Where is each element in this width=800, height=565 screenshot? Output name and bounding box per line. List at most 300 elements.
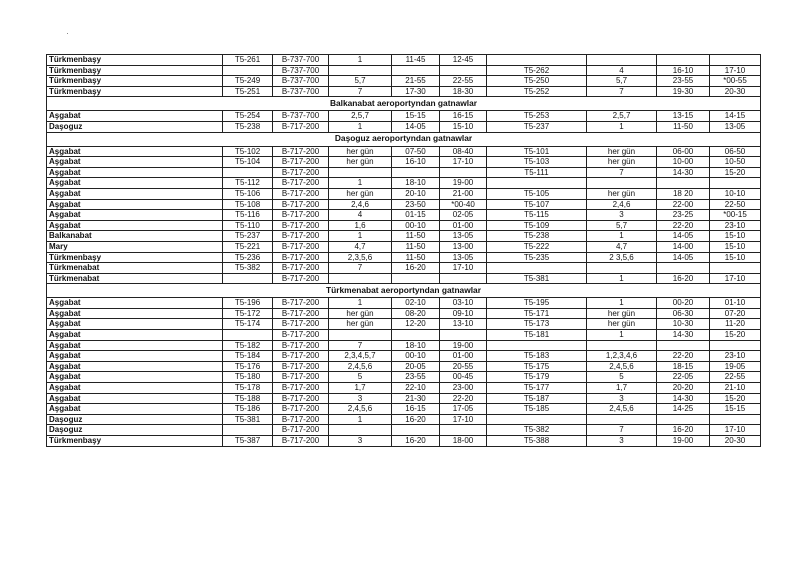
flight-out-cell: [223, 330, 273, 341]
destination-cell: Aşgabat: [47, 220, 223, 231]
flight-out-cell: T5-104: [223, 157, 273, 168]
depart-in-cell: 06-00: [657, 146, 710, 157]
days-out-cell: her gün: [329, 308, 392, 319]
depart-in-cell: 14-30: [657, 330, 710, 341]
days-in-cell: her gün: [587, 157, 657, 168]
days-in-cell: 2 3,5,6: [587, 252, 657, 263]
aircraft-cell: B-717-200: [273, 220, 329, 231]
depart-out-cell: 18-10: [392, 178, 440, 189]
aircraft-cell: B-737-700: [273, 111, 329, 122]
arrive-out-cell: 03-10: [440, 298, 487, 309]
days-in-cell: [587, 178, 657, 189]
days-in-cell: 5,7: [587, 76, 657, 87]
days-out-cell: 5,7: [329, 76, 392, 87]
flight-out-cell: T5-184: [223, 351, 273, 362]
depart-out-cell: 11-50: [392, 241, 440, 252]
section-title: Türkmenabat aeroportyndan gatnawlar: [47, 284, 761, 298]
aircraft-cell: B-717-200: [273, 393, 329, 404]
destination-cell: Daşoguz: [47, 414, 223, 425]
arrive-out-cell: 13-05: [440, 231, 487, 242]
destination-cell: Mary: [47, 241, 223, 252]
destination-cell: Aşgabat: [47, 351, 223, 362]
flight-out-cell: T5-238: [223, 121, 273, 132]
aircraft-cell: B-717-200: [273, 308, 329, 319]
table-row: [47, 361, 761, 372]
flight-out-cell: T5-102: [223, 146, 273, 157]
flight-out-cell: T5-249: [223, 76, 273, 87]
depart-in-cell: 22-05: [657, 372, 710, 383]
aircraft-cell: B-717-200: [273, 361, 329, 372]
arrive-in-cell: [710, 178, 761, 189]
days-in-cell: 5,7: [587, 220, 657, 231]
days-in-cell: 1: [587, 121, 657, 132]
days-in-cell: 7: [587, 167, 657, 178]
days-out-cell: her gün: [329, 319, 392, 330]
destination-cell: Türkmenbaşy: [47, 65, 223, 76]
arrive-out-cell: 15-10: [440, 121, 487, 132]
table-row: [47, 263, 761, 274]
depart-out-cell: 21-30: [392, 393, 440, 404]
days-out-cell: 2,4,5,6: [329, 404, 392, 415]
arrive-out-cell: [440, 425, 487, 436]
arrive-in-cell: 22-55: [710, 372, 761, 383]
depart-in-cell: 19-00: [657, 436, 710, 447]
days-in-cell: 3: [587, 436, 657, 447]
aircraft-cell: B-737-700: [273, 76, 329, 87]
arrive-out-cell: 17-10: [440, 263, 487, 274]
days-in-cell: 4,7: [587, 241, 657, 252]
depart-in-cell: 18 20: [657, 188, 710, 199]
arrive-out-cell: 17-05: [440, 404, 487, 415]
depart-in-cell: [657, 340, 710, 351]
days-in-cell: 1: [587, 298, 657, 309]
depart-in-cell: 16-10: [657, 65, 710, 76]
depart-in-cell: 11-50: [657, 121, 710, 132]
arrive-in-cell: 17-10: [710, 273, 761, 284]
days-in-cell: her gün: [587, 188, 657, 199]
depart-in-cell: 19-30: [657, 86, 710, 97]
section-title: Balkanabat aeroportyndan gatnawlar: [47, 97, 761, 111]
flight-in-cell: T5-388: [487, 436, 587, 447]
arrive-out-cell: 22-20: [440, 393, 487, 404]
depart-out-cell: 11-45: [392, 55, 440, 66]
arrive-in-cell: 20-30: [710, 86, 761, 97]
days-in-cell: 2,4,5,6: [587, 361, 657, 372]
arrive-in-cell: 15-15: [710, 404, 761, 415]
flight-in-cell: T5-105: [487, 188, 587, 199]
depart-out-cell: 16-20: [392, 414, 440, 425]
flight-in-cell: T5-253: [487, 111, 587, 122]
destination-cell: Aşgabat: [47, 319, 223, 330]
flight-in-cell: [487, 263, 587, 274]
depart-in-cell: 10-00: [657, 157, 710, 168]
flight-in-cell: T5-195: [487, 298, 587, 309]
depart-in-cell: 16-20: [657, 425, 710, 436]
depart-in-cell: 06-30: [657, 308, 710, 319]
depart-out-cell: 18-10: [392, 340, 440, 351]
flight-in-cell: T5-177: [487, 383, 587, 394]
destination-cell: Daşoguz: [47, 121, 223, 132]
days-in-cell: [587, 340, 657, 351]
depart-out-cell: [392, 167, 440, 178]
table-row: [47, 188, 761, 199]
flight-out-cell: T5-254: [223, 111, 273, 122]
arrive-out-cell: *00-40: [440, 199, 487, 210]
table-row: [47, 340, 761, 351]
days-in-cell: 4: [587, 65, 657, 76]
arrive-out-cell: [440, 273, 487, 284]
depart-in-cell: [657, 55, 710, 66]
days-out-cell: 2,3,5,6: [329, 252, 392, 263]
days-out-cell: 3: [329, 393, 392, 404]
arrive-out-cell: 19-00: [440, 178, 487, 189]
arrive-out-cell: 13-00: [440, 241, 487, 252]
flight-in-cell: T5-237: [487, 121, 587, 132]
flight-out-cell: T5-382: [223, 263, 273, 274]
section-title: Daşoguz aeroportyndan gatnawlar: [47, 132, 761, 146]
depart-out-cell: [392, 65, 440, 76]
section-header: [47, 132, 761, 146]
destination-cell: Aşgabat: [47, 178, 223, 189]
destination-cell: Aşgabat: [47, 167, 223, 178]
days-out-cell: 4: [329, 210, 392, 221]
depart-out-cell: [392, 273, 440, 284]
arrive-in-cell: 21-10: [710, 383, 761, 394]
flight-out-cell: T5-174: [223, 319, 273, 330]
flight-in-cell: T5-382: [487, 425, 587, 436]
depart-out-cell: 00-10: [392, 220, 440, 231]
destination-cell: Aşgabat: [47, 393, 223, 404]
flight-out-cell: [223, 425, 273, 436]
table-row: [47, 199, 761, 210]
depart-in-cell: 14-00: [657, 241, 710, 252]
arrive-in-cell: 17-10: [710, 65, 761, 76]
depart-out-cell: 20-10: [392, 188, 440, 199]
arrive-in-cell: 10-10: [710, 188, 761, 199]
arrive-in-cell: 13-05: [710, 121, 761, 132]
days-out-cell: 7: [329, 340, 392, 351]
aircraft-cell: B-717-200: [273, 414, 329, 425]
depart-in-cell: 14-30: [657, 167, 710, 178]
flight-out-cell: T5-251: [223, 86, 273, 97]
depart-out-cell: 08-20: [392, 308, 440, 319]
arrive-in-cell: 20-30: [710, 436, 761, 447]
depart-in-cell: 00-20: [657, 298, 710, 309]
depart-in-cell: 18-15: [657, 361, 710, 372]
aircraft-cell: B-717-200: [273, 157, 329, 168]
arrive-out-cell: 13-05: [440, 252, 487, 263]
depart-in-cell: 10-30: [657, 319, 710, 330]
flight-in-cell: [487, 178, 587, 189]
arrive-out-cell: 00-45: [440, 372, 487, 383]
table-row: [47, 351, 761, 362]
destination-cell: Aşgabat: [47, 199, 223, 210]
table-row: [47, 298, 761, 309]
depart-out-cell: [392, 425, 440, 436]
flight-out-cell: T5-188: [223, 393, 273, 404]
depart-in-cell: 14-25: [657, 404, 710, 415]
arrive-in-cell: 15-20: [710, 330, 761, 341]
flight-in-cell: T5-252: [487, 86, 587, 97]
table-row: [47, 273, 761, 284]
days-out-cell: her gün: [329, 188, 392, 199]
days-out-cell: 3: [329, 436, 392, 447]
depart-out-cell: 23-55: [392, 372, 440, 383]
depart-out-cell: 11-50: [392, 231, 440, 242]
flight-in-cell: T5-109: [487, 220, 587, 231]
arrive-out-cell: 13-10: [440, 319, 487, 330]
aircraft-cell: B-717-200: [273, 231, 329, 242]
days-in-cell: [587, 263, 657, 274]
destination-cell: Türkmenabat: [47, 273, 223, 284]
destination-cell: Aşgabat: [47, 330, 223, 341]
flight-out-cell: T5-236: [223, 252, 273, 263]
days-in-cell: 1: [587, 330, 657, 341]
depart-out-cell: 14-05: [392, 121, 440, 132]
days-in-cell: 2,5,7: [587, 111, 657, 122]
days-in-cell: her gün: [587, 146, 657, 157]
days-out-cell: her gün: [329, 157, 392, 168]
table-row: [47, 393, 761, 404]
table-row: [47, 436, 761, 447]
depart-out-cell: 17-30: [392, 86, 440, 97]
aircraft-cell: B-717-200: [273, 298, 329, 309]
depart-out-cell: 00-10: [392, 351, 440, 362]
aircraft-cell: B-737-700: [273, 86, 329, 97]
days-out-cell: [329, 273, 392, 284]
days-in-cell: 5: [587, 372, 657, 383]
destination-cell: Türkmenbaşy: [47, 76, 223, 87]
days-out-cell: 7: [329, 263, 392, 274]
section-header: [47, 284, 761, 298]
table-row: [47, 121, 761, 132]
arrive-out-cell: 21-00: [440, 188, 487, 199]
flight-in-cell: T5-175: [487, 361, 587, 372]
days-in-cell: 7: [587, 425, 657, 436]
days-out-cell: 1: [329, 231, 392, 242]
table-row: [47, 210, 761, 221]
days-out-cell: 2,4,5,6: [329, 361, 392, 372]
days-in-cell: 1,7: [587, 383, 657, 394]
depart-in-cell: [657, 414, 710, 425]
arrive-in-cell: 15-10: [710, 252, 761, 263]
table-row: [47, 383, 761, 394]
days-in-cell: 3: [587, 210, 657, 221]
aircraft-cell: B-717-200: [273, 383, 329, 394]
depart-in-cell: 14-30: [657, 393, 710, 404]
aircraft-cell: B-717-200: [273, 330, 329, 341]
destination-cell: Aşgabat: [47, 308, 223, 319]
arrive-in-cell: [710, 55, 761, 66]
flight-in-cell: T5-183: [487, 351, 587, 362]
arrive-in-cell: 01-10: [710, 298, 761, 309]
depart-in-cell: [657, 263, 710, 274]
flight-out-cell: T5-116: [223, 210, 273, 221]
days-out-cell: her gün: [329, 146, 392, 157]
aircraft-cell: B-717-200: [273, 436, 329, 447]
flight-in-cell: T5-250: [487, 76, 587, 87]
arrive-in-cell: 06-50: [710, 146, 761, 157]
depart-out-cell: 16-20: [392, 263, 440, 274]
depart-in-cell: 14-05: [657, 231, 710, 242]
days-in-cell: 3: [587, 393, 657, 404]
aircraft-cell: B-717-200: [273, 273, 329, 284]
table-row: [47, 157, 761, 168]
aircraft-cell: B-717-200: [273, 263, 329, 274]
flight-in-cell: T5-235: [487, 252, 587, 263]
flight-out-cell: T5-178: [223, 383, 273, 394]
days-out-cell: 1: [329, 298, 392, 309]
arrive-in-cell: *00-15: [710, 210, 761, 221]
days-out-cell: [329, 65, 392, 76]
flight-out-cell: T5-237: [223, 231, 273, 242]
destination-cell: Aşgabat: [47, 372, 223, 383]
days-out-cell: 2,3,4,5,7: [329, 351, 392, 362]
depart-in-cell: 22-00: [657, 199, 710, 210]
depart-in-cell: [657, 178, 710, 189]
depart-in-cell: 20-20: [657, 383, 710, 394]
flight-out-cell: T5-221: [223, 241, 273, 252]
days-out-cell: 2,4,6: [329, 199, 392, 210]
depart-out-cell: 22-10: [392, 383, 440, 394]
arrive-out-cell: 18-30: [440, 86, 487, 97]
flight-in-cell: T5-187: [487, 393, 587, 404]
scan-speck: ·: [66, 28, 69, 38]
depart-out-cell: 01-15: [392, 210, 440, 221]
days-out-cell: 1,6: [329, 220, 392, 231]
arrive-in-cell: 15-10: [710, 231, 761, 242]
days-in-cell: her gün: [587, 308, 657, 319]
depart-in-cell: 22-20: [657, 220, 710, 231]
flight-out-cell: T5-172: [223, 308, 273, 319]
depart-out-cell: 21-55: [392, 76, 440, 87]
aircraft-cell: B-717-200: [273, 340, 329, 351]
days-in-cell: 1: [587, 273, 657, 284]
days-in-cell: her gün: [587, 319, 657, 330]
days-out-cell: 4,7: [329, 241, 392, 252]
flight-in-cell: [487, 55, 587, 66]
destination-cell: Türkmenbaşy: [47, 86, 223, 97]
table-row: [47, 146, 761, 157]
table-row: [47, 404, 761, 415]
aircraft-cell: B-717-200: [273, 425, 329, 436]
flight-out-cell: T5-176: [223, 361, 273, 372]
depart-out-cell: 16-15: [392, 404, 440, 415]
depart-in-cell: 16-20: [657, 273, 710, 284]
depart-in-cell: 23-55: [657, 76, 710, 87]
depart-in-cell: 13-15: [657, 111, 710, 122]
aircraft-cell: B-717-200: [273, 121, 329, 132]
flight-out-cell: T5-180: [223, 372, 273, 383]
depart-out-cell: [392, 330, 440, 341]
flight-out-cell: T5-110: [223, 220, 273, 231]
flight-schedule-table: [46, 54, 761, 447]
flight-in-cell: T5-107: [487, 199, 587, 210]
arrive-in-cell: [710, 414, 761, 425]
days-in-cell: [587, 414, 657, 425]
depart-out-cell: 20-05: [392, 361, 440, 372]
arrive-out-cell: 20-55: [440, 361, 487, 372]
arrive-out-cell: 12-45: [440, 55, 487, 66]
table-row: [47, 414, 761, 425]
flight-in-cell: T5-115: [487, 210, 587, 221]
arrive-in-cell: 15-20: [710, 393, 761, 404]
days-out-cell: [329, 167, 392, 178]
arrive-out-cell: 18-00: [440, 436, 487, 447]
destination-cell: Daşoguz: [47, 425, 223, 436]
flight-out-cell: T5-112: [223, 178, 273, 189]
table-row: [47, 178, 761, 189]
arrive-in-cell: 23-10: [710, 351, 761, 362]
arrive-in-cell: 07-20: [710, 308, 761, 319]
arrive-in-cell: 19-05: [710, 361, 761, 372]
table-row: [47, 167, 761, 178]
arrive-in-cell: 23-10: [710, 220, 761, 231]
flight-in-cell: T5-171: [487, 308, 587, 319]
table-row: [47, 372, 761, 383]
aircraft-cell: B-717-200: [273, 372, 329, 383]
flight-out-cell: T5-182: [223, 340, 273, 351]
aircraft-cell: B-717-200: [273, 252, 329, 263]
days-out-cell: 1: [329, 178, 392, 189]
flight-in-cell: T5-381: [487, 273, 587, 284]
days-out-cell: [329, 425, 392, 436]
arrive-in-cell: [710, 263, 761, 274]
destination-cell: Aşgabat: [47, 157, 223, 168]
aircraft-cell: B-717-200: [273, 188, 329, 199]
flight-out-cell: T5-381: [223, 414, 273, 425]
days-out-cell: 1: [329, 121, 392, 132]
flight-in-cell: T5-179: [487, 372, 587, 383]
depart-in-cell: 14-05: [657, 252, 710, 263]
arrive-in-cell: 15-20: [710, 167, 761, 178]
days-in-cell: 1: [587, 231, 657, 242]
table-row: [47, 76, 761, 87]
flight-out-cell: T5-186: [223, 404, 273, 415]
destination-cell: Aşgabat: [47, 111, 223, 122]
arrive-out-cell: 01-00: [440, 220, 487, 231]
flight-in-cell: [487, 340, 587, 351]
aircraft-cell: B-737-700: [273, 65, 329, 76]
days-in-cell: 2,4,6: [587, 199, 657, 210]
destination-cell: Türkmenabat: [47, 263, 223, 274]
destination-cell: Türkmenbaşy: [47, 436, 223, 447]
arrive-in-cell: 11-20: [710, 319, 761, 330]
depart-in-cell: 23-25: [657, 210, 710, 221]
depart-in-cell: 22-20: [657, 351, 710, 362]
flight-out-cell: T5-261: [223, 55, 273, 66]
flight-in-cell: T5-111: [487, 167, 587, 178]
aircraft-cell: B-717-200: [273, 199, 329, 210]
flight-in-cell: T5-262: [487, 65, 587, 76]
table-row: [47, 330, 761, 341]
aircraft-cell: B-717-200: [273, 241, 329, 252]
table-row: [47, 252, 761, 263]
flight-out-cell: [223, 65, 273, 76]
aircraft-cell: B-717-200: [273, 167, 329, 178]
depart-out-cell: 23-50: [392, 199, 440, 210]
days-out-cell: 1: [329, 414, 392, 425]
arrive-out-cell: 17-10: [440, 414, 487, 425]
flight-out-cell: T5-387: [223, 436, 273, 447]
flight-out-cell: T5-108: [223, 199, 273, 210]
destination-cell: Türkmenbaşy: [47, 252, 223, 263]
arrive-out-cell: 02-05: [440, 210, 487, 221]
table-row: [47, 241, 761, 252]
arrive-in-cell: 17-10: [710, 425, 761, 436]
aircraft-cell: B-717-200: [273, 351, 329, 362]
flight-out-cell: [223, 273, 273, 284]
